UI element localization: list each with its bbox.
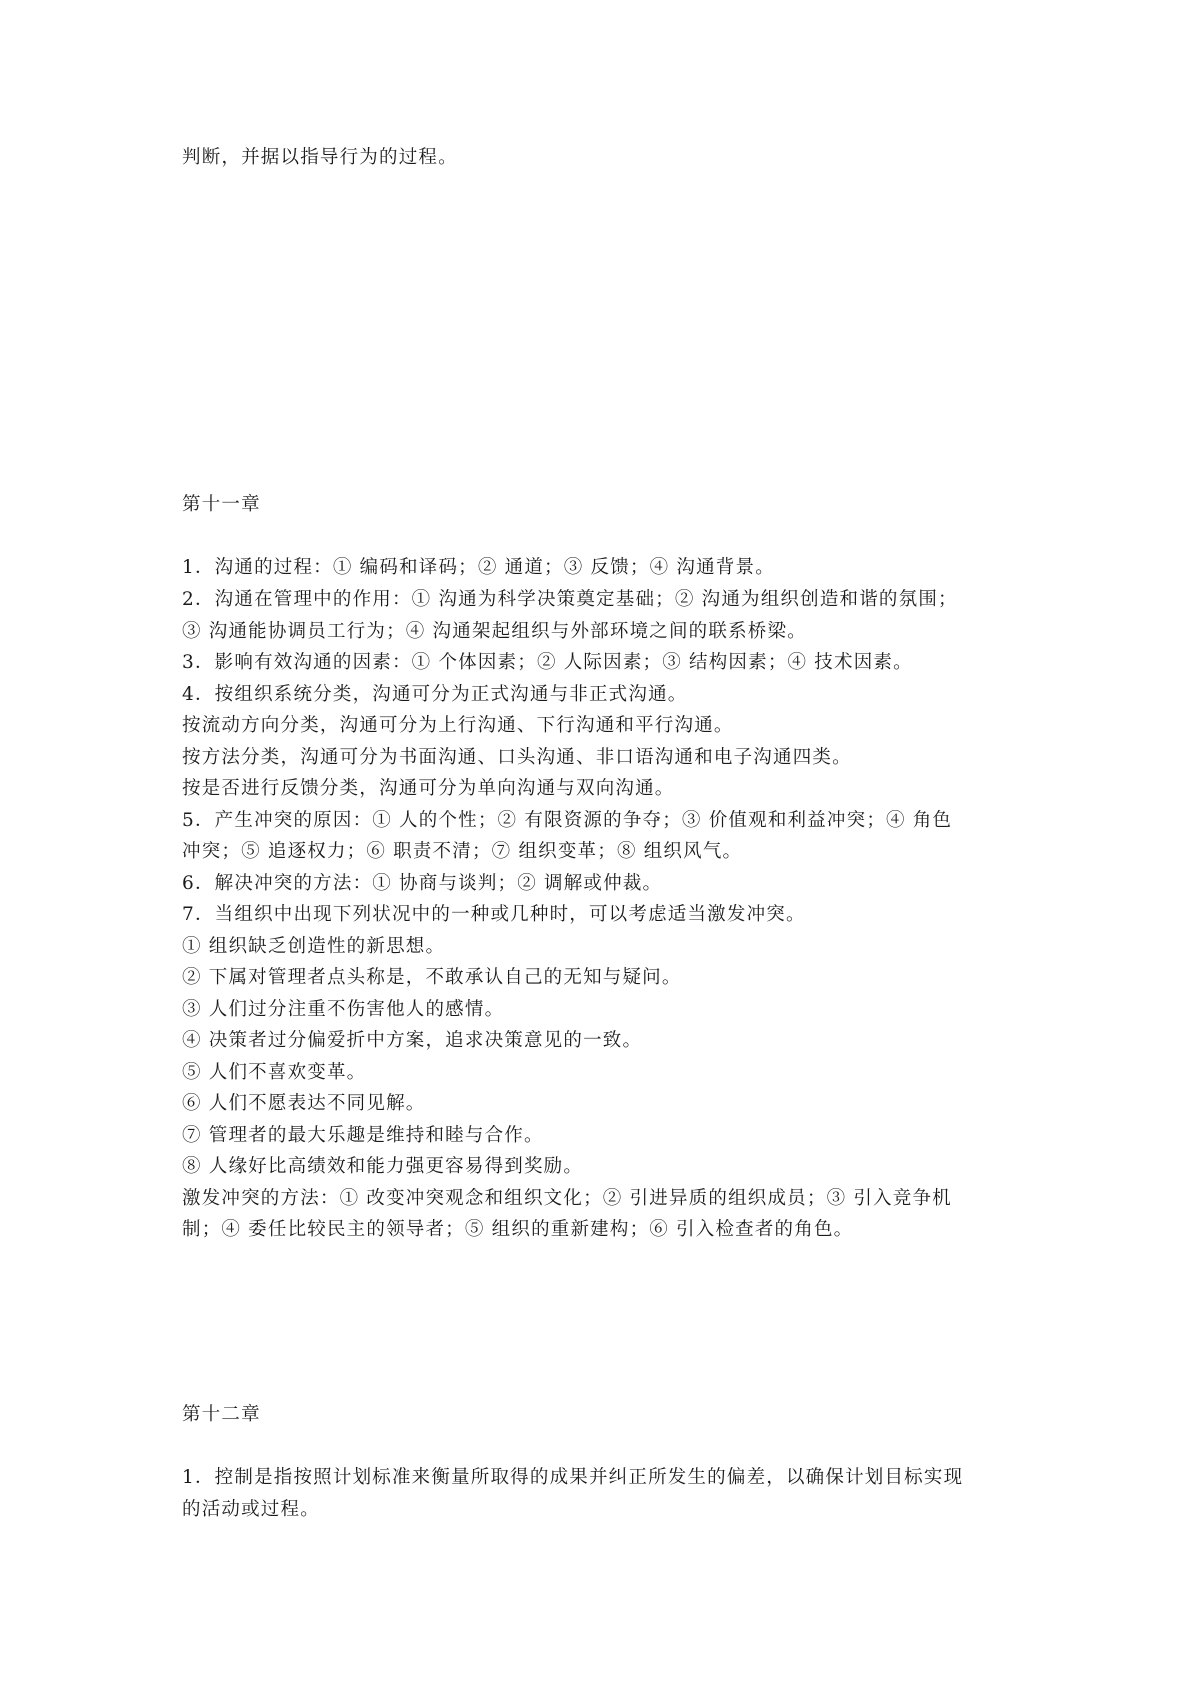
- chapter-11-heading: 第十一章: [182, 494, 261, 515]
- top-fragment-text: 判断，并据以指导行为的过程。: [182, 147, 458, 168]
- ch11-line: ② 下属对管理者点头称是，不敢承认自己的无知与疑问。: [182, 967, 682, 988]
- ch11-line: ⑥ 人们不愿表达不同见解。: [182, 1093, 426, 1114]
- ch11-line: 激发冲突的方法：① 改变冲突观念和组织文化；② 引进异质的组织成员；③ 引入竞争机: [182, 1188, 952, 1209]
- ch11-line: ⑦ 管理者的最大乐趣是维持和睦与合作。: [182, 1125, 544, 1146]
- ch11-line: ① 组织缺乏创造性的新思想。: [182, 936, 446, 957]
- ch11-line: ④ 决策者过分偏爱折中方案，追求决策意见的一致。: [182, 1030, 643, 1051]
- ch11-line: 冲突；⑤ 追逐权力；⑥ 职责不清；⑦ 组织变革；⑧ 组织风气。: [182, 841, 743, 862]
- ch11-line: 6．解决冲突的方法：① 协商与谈判；② 调解或仲裁。: [182, 873, 663, 894]
- ch11-line: ③ 人们过分注重不伤害他人的感情。: [182, 999, 505, 1020]
- ch11-line: 按流动方向分类，沟通可分为上行沟通、下行沟通和平行沟通。: [182, 715, 734, 736]
- chapter-12-heading: 第十二章: [182, 1404, 261, 1425]
- ch12-line: 1．控制是指按照计划标准来衡量所取得的成果并纠正所发生的偏差，以确保计划目标实现: [182, 1467, 964, 1488]
- ch11-line: ⑤ 人们不喜欢变革。: [182, 1062, 367, 1083]
- ch11-line: 按方法分类，沟通可分为书面沟通、口头沟通、非口语沟通和电子沟通四类。: [182, 747, 852, 768]
- ch11-line: 按是否进行反馈分类，沟通可分为单向沟通与双向沟通。: [182, 778, 675, 799]
- ch11-line: ⑧ 人缘好比高绩效和能力强更容易得到奖励。: [182, 1156, 584, 1177]
- ch11-line: 2．沟通在管理中的作用：① 沟通为科学决策奠定基础；② 沟通为组织创造和谐的氛围；: [182, 589, 958, 610]
- ch11-line: 制；④ 委任比较民主的领导者；⑤ 组织的重新建构；⑥ 引入检查者的角色。: [182, 1219, 854, 1240]
- ch11-line: 4．按组织系统分类，沟通可分为正式沟通与非正式沟通。: [182, 684, 688, 705]
- ch11-line: 3．影响有效沟通的因素：① 个体因素；② 人际因素；③ 结构因素；④ 技术因素。: [182, 652, 913, 673]
- ch11-line: 5．产生冲突的原因：① 人的个性；② 有限资源的争夺；③ 价值观和利益冲突；④ 角色: [182, 810, 953, 831]
- ch12-line: 的活动或过程。: [182, 1499, 320, 1520]
- ch11-line: 7．当组织中出现下列状况中的一种或几种时，可以考虑适当激发冲突。: [182, 904, 806, 925]
- ch11-line: 1．沟通的过程：① 编码和译码；② 通道；③ 反馈；④ 沟通背景。: [182, 557, 775, 578]
- ch11-line: ③ 沟通能协调员工行为；④ 沟通架起组织与外部环境之间的联系桥梁。: [182, 621, 807, 642]
